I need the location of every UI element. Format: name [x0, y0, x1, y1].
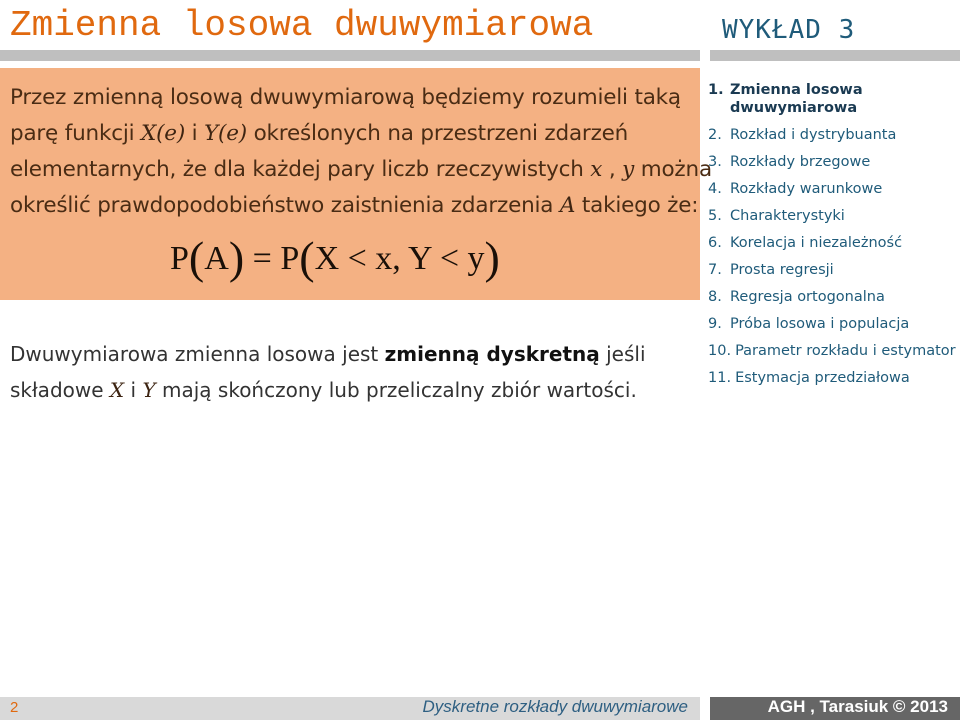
formula-paren: (: [188, 232, 205, 283]
formula-paren: ): [484, 232, 500, 283]
math-x: x: [590, 157, 603, 182]
definition-line-1: [10, 80, 690, 116]
topic-item-2[interactable]: [708, 117, 958, 144]
footer-bar: [0, 697, 700, 720]
topic-number: 5.: [708, 208, 722, 224]
topic-label: Prosta regresji: [730, 262, 834, 278]
definition-line-4: [10, 188, 699, 224]
topic-number: 8.: [708, 289, 722, 305]
definition-line-1-text: Przez zmienną losową dwuwymiarową będziemy rozumieli taką: [10, 85, 681, 110]
text: mają skończony lub przeliczalny zbiór wartości.: [155, 378, 637, 402]
topic-item-9[interactable]: [708, 306, 958, 333]
text: takiego że:: [575, 193, 699, 218]
definition-box: [0, 68, 712, 300]
text: określić prawdopodobieństwo zaistnienia zdarzenia: [10, 193, 560, 218]
page-number: 2: [10, 699, 19, 716]
definition-line-2: [10, 116, 690, 152]
topic-label: Estymacja przedziałowa: [735, 370, 910, 386]
paragraph-line-2: [10, 372, 700, 408]
topic-label: Rozkłady warunkowe: [730, 181, 883, 197]
text: można: [634, 157, 712, 182]
topic-label: Próba losowa i populacja: [730, 316, 910, 332]
math-a: A: [559, 193, 576, 218]
slide-title: Zmienna losowa dwuwymiarowa: [10, 5, 594, 46]
paragraph-line-1: [10, 336, 700, 372]
author-credit: AGH , Tarasiuk © 2013: [767, 697, 948, 716]
math-Y: Y: [142, 378, 156, 402]
topic-number: 6.: [708, 235, 722, 251]
text: elementarnych, że dla każdej pary liczb rzeczywistych: [10, 157, 591, 182]
topic-item-5[interactable]: [708, 198, 958, 225]
text: określonych na przestrzeni zdarzeń: [246, 121, 629, 146]
topic-item-1[interactable]: [708, 72, 958, 117]
formula-paren: (: [299, 232, 315, 283]
topic-item-6[interactable]: [708, 225, 958, 252]
topic-number: 11.: [708, 370, 732, 386]
text: składowe: [10, 378, 110, 402]
formula-p-right: P: [280, 240, 300, 277]
topic-label: Rozkład i dystrybuanta: [730, 127, 897, 143]
sidebar-divider: [710, 50, 960, 61]
topic-label: Parametr rozkładu i estymator: [735, 343, 956, 359]
course-title: Dyskretne rozkłady dwuwymiarowe: [422, 697, 688, 716]
discrete-definition-paragraph: [10, 336, 700, 408]
topic-item-11[interactable]: [708, 360, 958, 387]
footer-author-bar: [710, 697, 960, 720]
math-x-of-e: X(e): [141, 121, 186, 146]
math-X: X: [109, 378, 125, 402]
topic-number: 2.: [708, 127, 722, 143]
formula-lhs-arg: A: [204, 240, 229, 277]
definition-line-3: [10, 152, 712, 188]
topic-label: Zmienna losowa dwuwymiarowa: [730, 82, 863, 116]
probability-formula: [170, 228, 500, 288]
text: i: [124, 378, 143, 402]
formula-p-left: P: [170, 240, 189, 277]
text: ,: [602, 157, 623, 182]
math-y: y: [622, 157, 635, 182]
topic-number: 9.: [708, 316, 722, 332]
math-y-of-e: Y(e): [204, 121, 247, 146]
topic-item-3[interactable]: [708, 144, 958, 171]
topic-item-7[interactable]: [708, 252, 958, 279]
topic-item-10[interactable]: [708, 333, 958, 360]
topic-number: 7.: [708, 262, 722, 278]
title-divider: [0, 50, 700, 61]
text: jeśli: [599, 342, 646, 366]
text: Dwuwymiarowa zmienna losowa jest: [10, 342, 385, 366]
formula-paren: ): [228, 232, 245, 283]
formula-rhs-arg: X < x, Y < y: [314, 240, 485, 277]
topic-label: Regresja ortogonalna: [730, 289, 885, 305]
text: i: [185, 121, 205, 146]
topic-label: Charakterystyki: [730, 208, 845, 224]
formula-equals: =: [252, 240, 272, 277]
topic-number: 4.: [708, 181, 722, 197]
topic-number: 10.: [708, 343, 732, 359]
topic-number: 3.: [708, 154, 722, 170]
topic-item-8[interactable]: [708, 279, 958, 306]
topic-label: Rozkłady brzegowe: [730, 154, 871, 170]
bold-term: zmienną dyskretną: [384, 342, 600, 366]
topic-number: 1.: [708, 82, 724, 98]
text: parę funkcji: [10, 121, 141, 146]
topic-list: [708, 72, 958, 387]
topic-label: Korelacja i niezależność: [730, 235, 903, 251]
definition-text: [10, 80, 712, 224]
lecture-label: WYKŁAD 3: [722, 15, 856, 45]
topic-item-4[interactable]: [708, 171, 958, 198]
